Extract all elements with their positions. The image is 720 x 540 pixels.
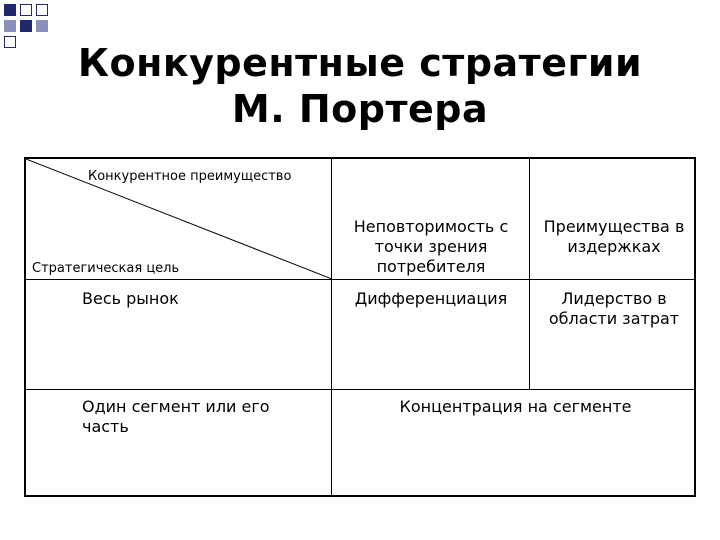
divider-horizontal-header [26,279,696,280]
row-header-segment: Один сегмент или его часть [82,397,270,436]
divider-horizontal-rows [26,389,696,390]
decor-square [36,4,48,16]
decor-square [20,4,32,16]
corner-label-goal: Стратегическая цель [32,261,180,276]
col-header-cost: Преимущества в издержках [543,217,685,256]
decor-square [4,4,16,16]
col-header-uniqueness: Неповторимость с точки зрения потребителя [353,217,509,276]
title-line-2: М. Портера [231,87,489,131]
title-line-1: Конкурентные стратегии [77,41,643,85]
row-header-whole-market: Весь рынок [82,289,179,308]
decor-square [20,20,32,32]
porter-matrix [24,157,696,497]
decor-square [4,20,16,32]
cell-focus: Концентрация на сегменте [399,397,632,416]
decor-square [4,36,16,48]
page-title [60,40,660,132]
decor-square [36,20,48,32]
corner-label-advantage: Конкурентное преимущество [88,169,292,184]
cell-differentiation: Дифференциация [354,289,508,308]
divider-vertical-1 [331,159,332,497]
cell-cost-leadership: Лидерство в области затрат [548,289,680,328]
divider-vertical-2 [529,159,530,389]
